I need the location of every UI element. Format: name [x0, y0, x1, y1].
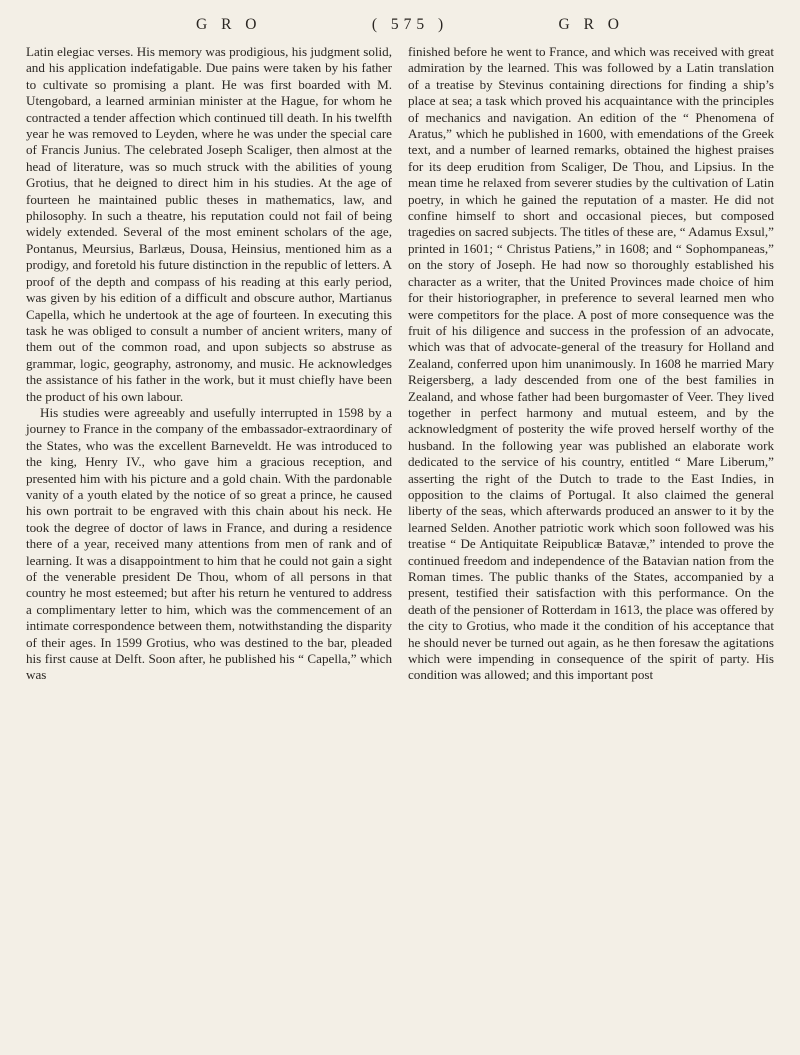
left-paragraph-2: His studies were agreeably and usefully interrupted in 1598 by a journey to France in the company of the embassador-extraordinary of the States, who was the excellent Barneveldt. He was introduced to the king, Henry IV., who gave him a gracious reception, and presented him with his picture and a gold chain. With the pardonable vanity of a youth elated by the notice of so great a prince, he caused his own portrait to be engraved with this chain about his neck. He took the degree of doctor of laws in France, and during a residence there of a year, received many attentions from men of rank and of learning. It was a disappointment to him that he could not gain a sight of the venerable president De Thou, whom of all persons in that country he most esteemed; but after his return he ventured to address a complimentary letter to him, which was the commencement of an intimate correspondence between them, notwithstanding the disparity of their ages. In 1599 Grotius, who was destined to the bar, pleaded his first cause at Delft. Soon after, he published his “ Capella,” which was: [26, 404, 392, 683]
text-columns: [26, 44, 774, 684]
left-column: [26, 44, 392, 684]
page-number: ( 575 ): [371, 16, 449, 33]
running-head-right: G R O: [558, 16, 624, 33]
running-head-left: G R O: [196, 16, 262, 33]
running-head: [26, 10, 774, 40]
right-paragraph-1: finished before he went to France, and which was received with great admiration by the learned. This was followed by a Latin translation of a treatise by Stevinus containing directions for finding a ship’s place at sea; a task which proved his acquaintance with the principles of mechanics and navigation. An edition of the “ Phenomena of Aratus,” which he published in 1600, with emendations of the Greek text, and a number of learned remarks, obtained the highest praises for its deep erudition from Scaliger, De Thou, and Lipsius. In the mean time he relaxed from severer studies by the cultivation of Latin poetry, in which he gained the reputation of a master. He did not confine himself to short and occasional pieces, but composed tragedies on sacred subjects. The titles of these are, “ Adamus Exsul,” printed in 1601; “ Christus Patiens,” in 1608; and “ Sophompaneas,” on the story of Joseph. He had now so thoroughly established his character as a writer, that the United Provinces made choice of him for their historiographer, in preference to several learned men who were competitors for the place. A post of more consequence was the fruit of his diligence and success in the profession of an advocate, which was that of advocate-general of the treasury for Holland and Zealand, conferred upon him unanimously. In 1608 he married Mary Reigersberg, a lady descended from one of the best families in Zealand, and whose father had been burgomaster of Veer. They lived together in perfect harmony and mutual esteem, and by the acknowledgment of posterity the wife proved herself worthy of the husband. In the following year was published an elaborate work dedicated to the service of his country, entitled “ Mare Liberum,” asserting the right of the Dutch to trade to the East Indies, in opposition to the claims of Portugal. It also claimed the general liberty of the seas, which afterwards produced an answer to it by the learned Selden. Another patriotic work which soon followed was his treatise “ De Antiquitate Reipublicæ Batavæ,” intended to prove the continued freedom and independence of the Batavian nation from the Roman times. The public thanks of the States, accompanied by a present, testified their satisfaction with this performance. On the death of the pensioner of Rotterdam in 1613, the place was offered by the city to Grotius, who made it the condition of his acceptance that he should never be turned out again, as he then foresaw the agitations which were impending in consequence of the spirit of party. His condition was allowed; and this important post: [408, 44, 774, 683]
right-column: [408, 44, 774, 684]
left-paragraph-1: Latin elegiac verses. His memory was prodigious, his judgment solid, and his application indefatigable. Due pains were taken by his father to cultivate so promising a plant. He was first boarded with M. Utengobard, a learned arminian minister at the Hague, for whom he contracted a tender affection which continued till death. In his twelfth year he was removed to Leyden, where he was under the special care of Francis Junius. The celebrated Joseph Scaliger, then almost at the head of literature, was so much struck with the abilities of young Grotius, that he deigned to direct him in his studies. At the age of fourteen he maintained public theses in mathematics, law, and philosophy. In such a theatre, his reputation could not fail of being widely extended. Several of the most eminent scholars of the age, Pontanus, Meursius, Barlæus, Dousa, Heinsius, mentioned him as a prodigy, and foretold his future distinction in the republic of letters. A proof of the depth and compass of his reading at this early period, was given by his edition of a difficult and obscure author, Martianus Capella, which he undertook at the age of fourteen. In executing this task he was obliged to consult a number of ancient writers, many of them out of the common road, and upon subjects so abstruse as grammar, logic, geography, astronomy, and music. He acknowledges the assistance of his father in the work, but it must chiefly have been the product of his own labour.: [26, 44, 392, 404]
